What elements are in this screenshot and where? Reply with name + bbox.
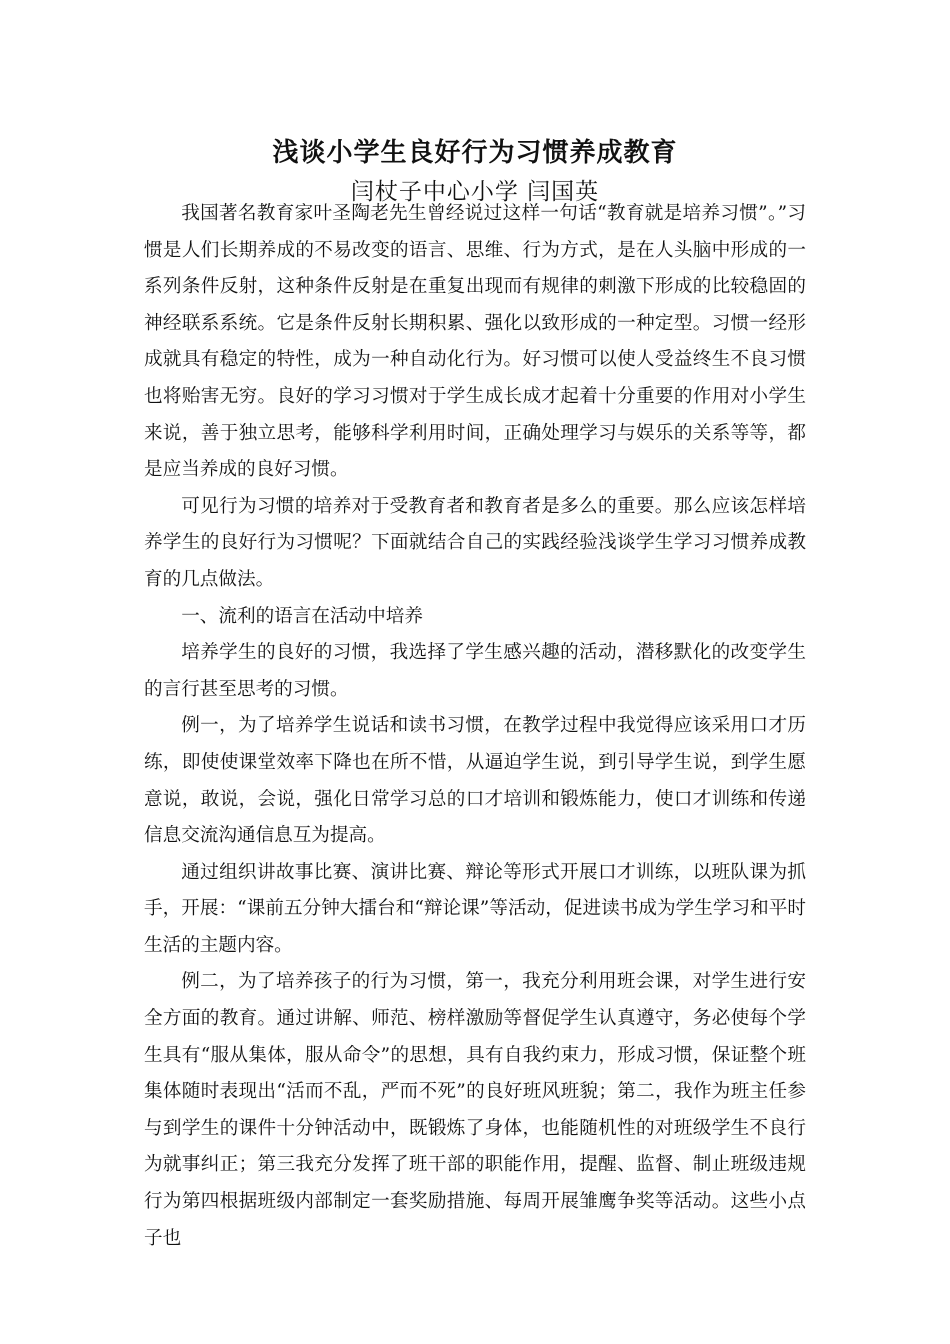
document-body: [144, 196, 806, 1257]
document-title: 浅谈小学生良好行为习惯养成教育: [272, 138, 678, 168]
paragraph: 例二，为了培养孩子的行为习惯，第一，我充分利用班会课，对学生进行安全方面的教育。通过讲解、师范、榜样激励等督促学生认真遵守，务必使每个学生具有“服从集体，服从命令”的思想，具有自我约束力，形成习惯，保证整个班集体随时表现出“活而不乱，严而不死”的良好班风班貌；第二，我作为班主任参与到学生的课件十分钟活动中，既锻炼了身体，也能随机性的对班级学生不良行为就事纠正；第三我充分发挥了班干部的职能作用，提醒、监督、制止班级违规行为第四根据班级内部制定一套奖励措施、每周开展雏鹰争奖等活动。这些小点子也: [144, 971, 806, 1249]
paragraph: 可见行为习惯的培养对于受教育者和教育者是多么的重要。那么应该怎样培养学生的良好行为习惯呢？下面就结合自己的实践经验浅谈学生学习习惯养成教育的几点做法。: [144, 495, 806, 590]
document-author: 闫杖子中心小学 闫国英: [350, 179, 600, 205]
paragraph: 培养学生的良好的习惯，我选择了学生感兴趣的活动，潜移默化的改变学生的言行甚至思考的习惯。: [144, 642, 806, 700]
paragraph: 通过组织讲故事比赛、演讲比赛、辩论等形式开展口才训练，以班队课为抓手，开展：“课前五分钟大擂台和“辩论课”等活动，促进读书成为学生学习和平时生活的主题内容。: [144, 861, 806, 956]
paragraph: 我国著名教育家叶圣陶老先生曾经说过这样一句话“教育就是培养习惯”。”习惯是人们长期养成的不易改变的语言、思维、行为方式，是在人头脑中形成的一系列条件反射，这种条件反射是在重复出现而有规律的刺激下形成的比较稳固的神经联系系统。它是条件反射长期积累、强化以致形成的一种定型。习惯一经形成就具有稳定的特性，成为一种自动化行为。好习惯可以使人受益终生不良习惯也将贻害无穷。良好的学习习惯对于学生成长成才起着十分重要的作用对小学生来说，善于独立思考，能够科学利用时间，正确处理学习与娱乐的关系等等，都是应当养成的良好习惯。: [144, 203, 806, 481]
paragraph: 例一，为了培养学生说话和读书习惯，在教学过程中我觉得应该采用口才历练，即使使课堂效率下降也在所不惜，从逼迫学生说，到引导学生说，到学生愿意说，敢说，会说，强化日常学习总的口才培训和锻炼能力，使口才训练和传递信息交流沟通信息互为提高。: [144, 715, 806, 847]
section-heading: 一、流利的语言在活动中培养: [181, 605, 423, 627]
